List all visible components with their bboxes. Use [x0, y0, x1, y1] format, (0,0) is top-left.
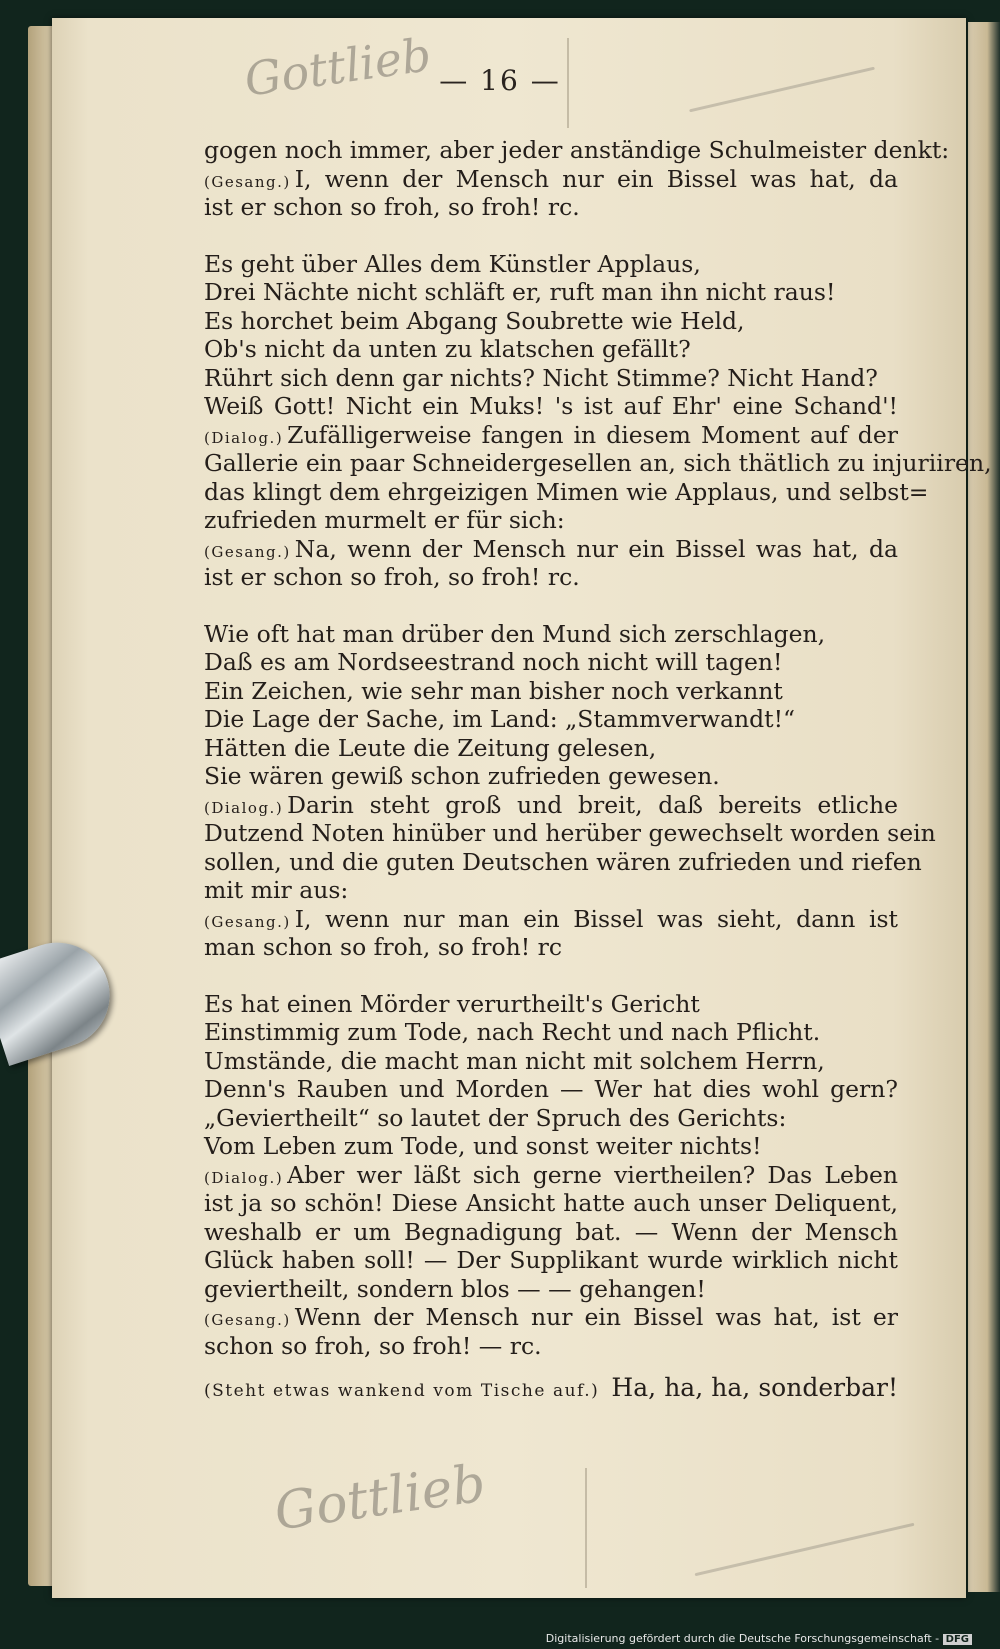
line-text: Vom Leben zum Tode, und sonst weiter nichts!	[204, 1132, 762, 1160]
text-line	[204, 506, 898, 535]
credit-text: Digitalisierung gefördert durch die Deutsche Forschungsgemeinschaft -	[545, 1632, 940, 1645]
line-text: Wenn der Mensch nur ein Bissel was hat, ist er	[294, 1303, 898, 1331]
text-line	[204, 421, 898, 450]
line-text: Ein Zeichen, wie sehr man bisher noch verkannt	[204, 676, 783, 705]
speech-label: (Gesang.)	[204, 912, 291, 931]
text-line	[204, 677, 898, 706]
stanza-gap	[204, 962, 898, 990]
gutter-line-bottom	[585, 1468, 587, 1588]
text-line	[204, 1104, 898, 1133]
text-line	[204, 278, 898, 307]
text-line	[204, 1332, 898, 1361]
page-number: — 16 —	[439, 64, 561, 97]
speech-label: (Gesang.)	[204, 172, 291, 191]
text-line	[204, 250, 898, 279]
line-text: Glück haben soll! — Der Supplikant wurde wirklich nicht	[204, 1246, 898, 1274]
text-line	[204, 791, 898, 820]
line-text: Es geht über Alles dem Künstler Applaus,	[204, 249, 701, 278]
line-text: Es horchet beim Abgang Soubrette wie Held,	[204, 306, 745, 335]
line-text: Rührt sich denn gar nichts? Nicht Stimme? Nicht Hand?	[204, 363, 878, 392]
line-text: zufrieden murmelt er für sich:	[204, 506, 565, 534]
line-text: das klingt dem ehrgeizigen Mimen wie Applaus, und selbst=	[204, 477, 929, 506]
line-text: Es hat einen Mörder verurtheilt's Gericht	[204, 989, 700, 1018]
text-line	[204, 1189, 898, 1218]
text-line	[204, 307, 898, 336]
text-line	[204, 762, 898, 791]
line-text: Sie wären gewiß schon zufrieden gewesen.	[204, 762, 720, 790]
text-line	[204, 1161, 898, 1190]
line-text: Denn's Rauben und Morden — Wer hat dies wohl gern?	[204, 1075, 898, 1103]
speech-label: (Dialog.)	[204, 1168, 284, 1187]
pencil-note-bottom: Gottlieb	[270, 1453, 490, 1543]
line-text: Na, wenn der Mensch nur ein Bissel was hat, da	[294, 534, 898, 563]
line-text: schon so froh, so froh! — rc.	[204, 1331, 542, 1360]
speech-label: (Gesang.)	[204, 542, 291, 561]
line-text: Hätten die Leute die Zeitung gelesen,	[204, 733, 657, 762]
text-line	[204, 876, 898, 905]
text-line	[204, 990, 898, 1019]
line-text: weshalb er um Begnadigung bat. — Wenn der Mensch	[204, 1217, 898, 1246]
text-line	[204, 734, 898, 763]
line-text: man schon so froh, so froh! rc	[204, 933, 563, 961]
book-edge-right	[968, 22, 1000, 1592]
stanza-gap	[204, 592, 898, 620]
text-line	[204, 705, 898, 734]
text-lines	[204, 136, 992, 1360]
digitization-credit	[546, 1632, 972, 1645]
text-line	[204, 933, 898, 962]
line-text: Die Lage der Sache, im Land: „Stammverwandt!“	[204, 705, 796, 733]
speech-label: (Dialog.)	[204, 428, 284, 447]
text-line	[204, 193, 898, 222]
text-line	[204, 165, 898, 194]
line-text: Wie oft hat man drüber den Mund sich zerschlagen,	[204, 619, 826, 648]
text-line	[204, 1075, 898, 1104]
line-text: gogen noch immer, aber jeder anständige Schulmeister denkt:	[204, 136, 950, 164]
line-text: ist er schon so froh, so froh! rc.	[204, 563, 580, 591]
text-line	[204, 1246, 898, 1275]
pencil-stroke-bottom	[695, 1523, 915, 1577]
line-text: ist ja so schön! Diese Ansicht hatte auch unser Deliquent,	[204, 1189, 898, 1217]
text-line	[204, 620, 898, 649]
line-text: Aber wer läßt sich gerne viertheilen? Das Leben	[287, 1160, 898, 1189]
line-text: sollen, und die guten Deutschen wären zufrieden und riefen	[204, 847, 922, 876]
text-line	[204, 905, 898, 934]
text-line	[204, 364, 898, 393]
text-line	[204, 1275, 898, 1304]
line-text: I, wenn nur man ein Bissel was sieht, dann ist	[294, 904, 898, 933]
page-text	[204, 136, 992, 1403]
line-text: Daß es am Nordseestrand noch nicht will tagen!	[204, 648, 783, 676]
line-text: Drei Nächte nicht schläft er, ruft man ihn nicht raus!	[204, 278, 836, 306]
closing-line	[204, 1374, 898, 1403]
text-line	[204, 563, 898, 592]
text-line	[204, 335, 898, 364]
text-line	[204, 477, 929, 507]
text-line	[204, 1018, 898, 1047]
line-text: Gallerie ein paar Schneidergesellen an, sich thätlich zu injuriiren,	[204, 449, 992, 477]
stanza-gap	[204, 222, 898, 250]
line-text: I, wenn der Mensch nur ein Bissel was hat, da	[294, 164, 898, 193]
text-line	[204, 1218, 898, 1247]
text-line	[204, 1132, 898, 1161]
text-line	[204, 1047, 898, 1076]
closing-text: Ha, ha, ha, sonderbar!	[611, 1373, 898, 1402]
line-text: Einstimmig zum Tode, nach Recht und nach Pflicht.	[204, 1018, 821, 1046]
text-line	[204, 648, 898, 677]
text-line	[204, 535, 898, 564]
line-text: ist er schon so froh, so froh! rc.	[204, 193, 580, 221]
line-text: „Geviertheilt“ so lautet der Spruch des Gerichts:	[204, 1103, 787, 1132]
line-text: geviertheilt, sondern blos — — gehangen!	[204, 1274, 706, 1303]
text-line	[204, 819, 936, 848]
dfg-logo: DFG	[943, 1634, 972, 1645]
line-text: Ob's nicht da unten zu klatschen gefällt?	[204, 335, 691, 363]
text-line	[204, 449, 992, 478]
stage-direction: (Steht etwas wankend vom Tische auf.)	[204, 1381, 600, 1401]
line-text: Darin steht groß und breit, daß bereits etliche	[287, 790, 898, 819]
text-line	[204, 1303, 898, 1332]
line-text: Umstände, die macht man nicht mit solchem Herrn,	[204, 1046, 825, 1075]
pencil-note-top: Gottlieb	[241, 27, 435, 107]
speech-label: (Gesang.)	[204, 1311, 291, 1329]
text-line	[204, 847, 922, 877]
speech-label: (Dialog.)	[204, 798, 284, 817]
line-text: mit mir aus:	[204, 876, 349, 904]
text-line	[204, 392, 898, 421]
line-text: Weiß Gott! Nicht ein Muks! 's ist auf Ehr' eine Schand'!	[204, 392, 898, 420]
line-text: Dutzend Noten hinüber und herüber gewechselt worden sein	[204, 819, 936, 847]
line-text: Zufälligerweise fangen in diesem Moment auf der	[287, 420, 898, 449]
text-line	[204, 136, 950, 165]
